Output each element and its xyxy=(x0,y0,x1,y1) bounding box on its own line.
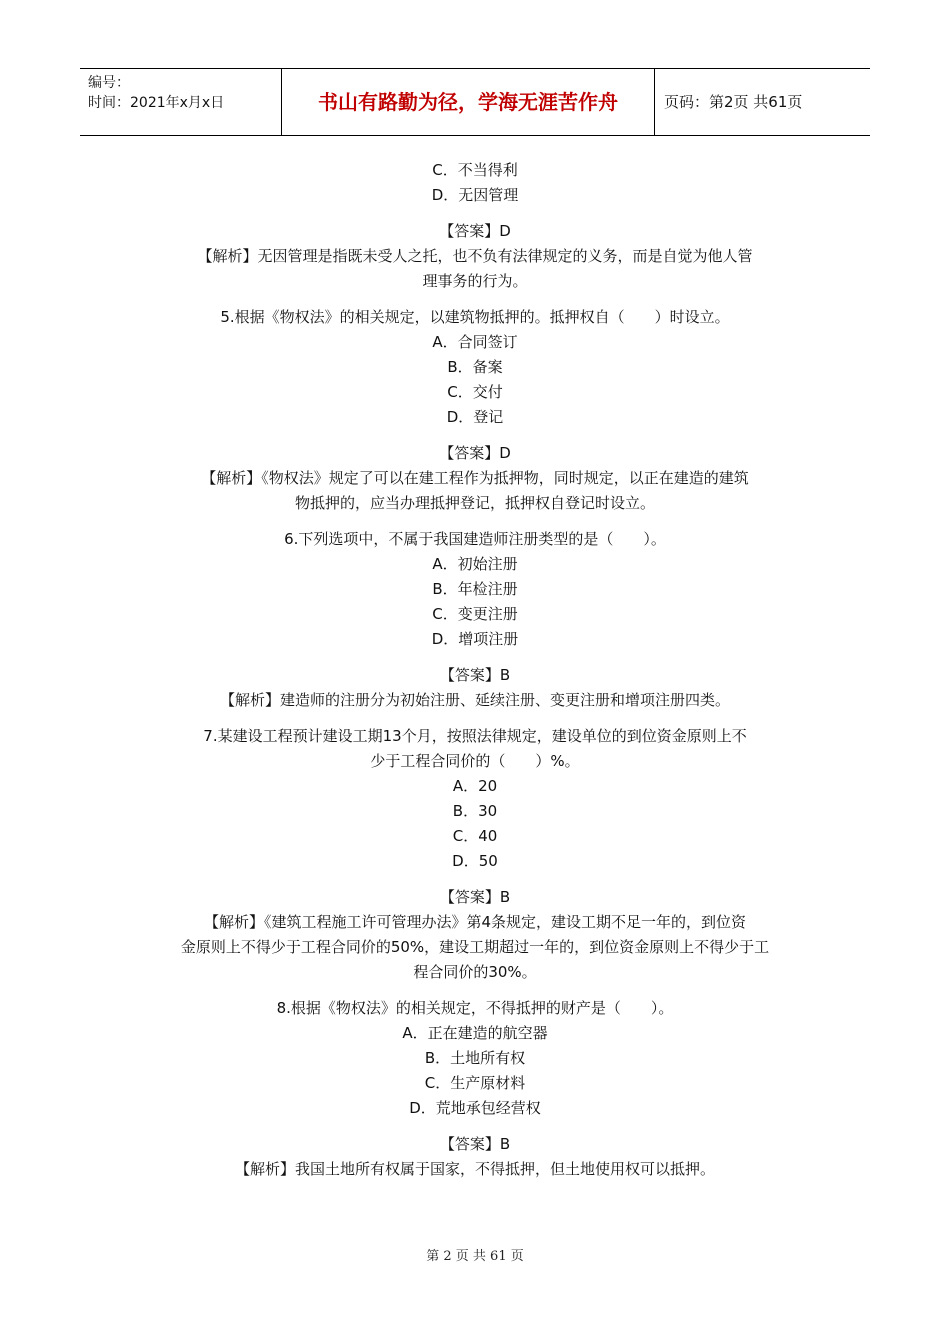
q8-option-d: D．荒地承包经营权 xyxy=(409,1099,541,1117)
q7-stem-line-2: 少于工程合同价的（ ）%。 xyxy=(370,752,580,770)
q5-explanation-line-2: 物抵押的，应当办理抵押登记，抵押权自登记时设立。 xyxy=(294,494,655,512)
q6-answer: 【答案】B xyxy=(439,666,511,684)
q8-option-a: A．正在建造的航空器 xyxy=(402,1024,548,1042)
q4-option-c: C．不当得利 xyxy=(432,161,518,179)
q5-option-c: C．交付 xyxy=(447,383,503,401)
q7-stem-line-1: 7.某建设工程预计建设工期13个月，按照法律规定，建设单位的到位资金原则上不 xyxy=(203,727,747,745)
q7-option-a: A．20 xyxy=(452,777,498,795)
q6-option-d: D．增项注册 xyxy=(431,630,519,648)
q7-explanation-line-2: 金原则上不得少于工程合同价的50%，建设工期超过一年的，到位资金原则上不得少于工 xyxy=(180,938,770,956)
q6-option-c: C．变更注册 xyxy=(432,605,518,623)
document-body xyxy=(140,158,810,1182)
header-divider-right xyxy=(654,69,655,135)
q7-answer: 【答案】B xyxy=(439,888,511,906)
q6-option-b: B．年检注册 xyxy=(432,580,518,598)
header-motto: 书山有路勤为径，学海无涯苦作舟 xyxy=(318,90,618,114)
q8-answer: 【答案】B xyxy=(439,1135,511,1153)
q8-explanation-line-1: 【解析】我国土地所有权属于国家，不得抵押，但土地使用权可以抵押。 xyxy=(234,1160,715,1178)
q5-stem: 5.根据《物权法》的相关规定，以建筑物抵押的。抵押权自（ ）时设立。 xyxy=(220,308,730,326)
q4-explanation-line-1: 【解析】无因管理是指既未受人之托，也不负有法律规定的义务，而是自觉为他人管 xyxy=(197,247,753,265)
q5-explanation-line-1: 【解析】《物权法》规定了可以在建工程作为抵押物，同时规定，以正在建造的建筑 xyxy=(201,469,749,487)
q5-answer: 【答案】D xyxy=(439,444,511,462)
q4-answer: 【答案】D xyxy=(439,222,511,240)
q4-explanation-line-2: 理事务的行为。 xyxy=(422,272,528,290)
q7-option-b: B．30 xyxy=(452,802,498,820)
q8-stem: 8.根据《物权法》的相关规定，不得抵押的财产是（ ）。 xyxy=(276,999,674,1017)
header-meta xyxy=(88,73,278,113)
date-label: 时间：2021年x月x日 xyxy=(88,95,225,111)
page-footer: 第 2 页 共 61 页 xyxy=(426,1249,524,1264)
q5-option-a: A．合同签订 xyxy=(432,333,518,351)
q5-option-d: D．登记 xyxy=(446,408,504,426)
q8-option-b: B．土地所有权 xyxy=(424,1049,526,1067)
q7-explanation-line-3: 程合同价的30%。 xyxy=(413,963,537,981)
q8-option-c: C．生产原材料 xyxy=(424,1074,526,1092)
serial-label: 编号： xyxy=(88,75,130,91)
q7-option-d: D．50 xyxy=(452,852,498,870)
header-page-info: 页码：第2页 共61页 xyxy=(664,93,803,111)
q4-option-d: D．无因管理 xyxy=(431,186,519,204)
page-header xyxy=(80,68,870,136)
q7-option-c: C．40 xyxy=(452,827,498,845)
q6-stem: 6.下列选项中，不属于我国建造师注册类型的是（ ）。 xyxy=(284,530,666,548)
q6-option-a: A．初始注册 xyxy=(432,555,518,573)
q5-option-b: B．备案 xyxy=(447,358,503,376)
q7-explanation-line-1: 【解析】《建筑工程施工许可管理办法》第4条规定，建设工期不足一年的，到位资 xyxy=(203,913,747,931)
q6-explanation-line-1: 【解析】建造师的注册分为初始注册、延续注册、变更注册和增项注册四类。 xyxy=(219,691,730,709)
